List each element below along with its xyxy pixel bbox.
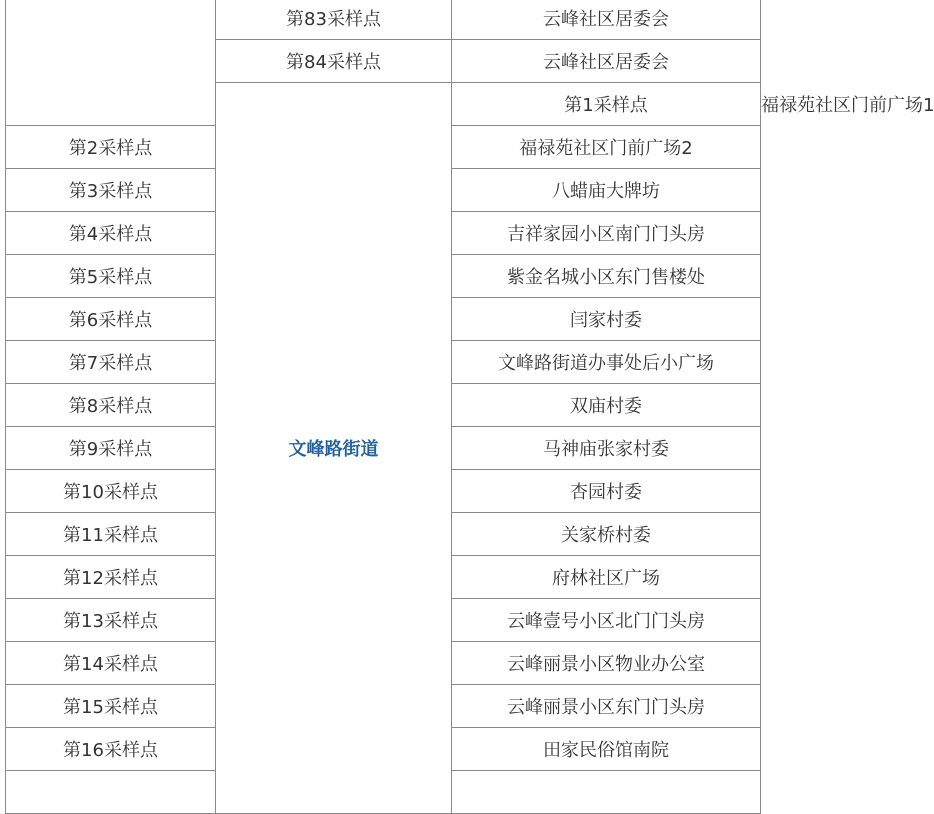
location-cell: 八蜡庙大牌坊 — [452, 169, 761, 212]
sampling-point-cell: 第2采样点 — [6, 126, 216, 169]
location-cell: 杏园村委 — [452, 470, 761, 513]
sampling-point-cell: 第9采样点 — [6, 427, 216, 470]
location-cell: 吉祥家园小区南门门头房 — [452, 212, 761, 255]
location-cell: 闫家村委 — [452, 298, 761, 341]
sampling-point-cell: 第13采样点 — [6, 599, 216, 642]
sampling-point-cell: 第7采样点 — [6, 341, 216, 384]
sampling-point-cell: 第3采样点 — [6, 169, 216, 212]
sampling-point-cell: 第16采样点 — [6, 728, 216, 771]
sampling-point-cell — [6, 771, 216, 814]
table-row — [6, 0, 761, 40]
sampling-point-cell: 第8采样点 — [6, 384, 216, 427]
sampling-point-cell: 第4采样点 — [6, 212, 216, 255]
location-cell: 田家民俗馆南院 — [452, 728, 761, 771]
sampling-point-cell: 第12采样点 — [6, 556, 216, 599]
sampling-point-cell: 第11采样点 — [6, 513, 216, 556]
location-cell: 云峰丽景小区物业办公室 — [452, 642, 761, 685]
location-cell: 云峰社区居委会 — [452, 40, 761, 83]
sampling-point-cell: 第15采样点 — [6, 685, 216, 728]
location-cell: 云峰社区居委会 — [452, 0, 761, 40]
table-row: 文峰路街道 第1采样点 福禄苑社区门前广场1 — [6, 83, 761, 126]
location-cell: 府林社区广场 — [452, 556, 761, 599]
location-cell: 双庙村委 — [452, 384, 761, 427]
location-cell: 马神庙张家村委 — [452, 427, 761, 470]
sampling-points-table — [5, 0, 934, 814]
location-cell — [452, 771, 761, 814]
location-cell: 紫金名城小区东门售楼处 — [452, 255, 761, 298]
sampling-point-cell: 第6采样点 — [6, 298, 216, 341]
sampling-point-cell: 第10采样点 — [6, 470, 216, 513]
prev-street-cell — [6, 0, 216, 126]
location-cell: 文峰路街道办事处后小广场 — [452, 341, 761, 384]
sampling-point-cell: 第83采样点 — [216, 0, 452, 40]
location-cell: 福禄苑社区门前广场2 — [452, 126, 761, 169]
location-cell: 云峰壹号小区北门门头房 — [452, 599, 761, 642]
sampling-point-cell: 第5采样点 — [6, 255, 216, 298]
sampling-point-cell: 第1采样点 — [452, 83, 761, 126]
table-body — [6, 0, 934, 814]
location-cell: 关家桥村委 — [452, 513, 761, 556]
sampling-point-cell: 第84采样点 — [216, 40, 452, 83]
sampling-point-cell: 第14采样点 — [6, 642, 216, 685]
location-cell: 云峰丽景小区东门门头房 — [452, 685, 761, 728]
street-name-cell: 文峰路街道 — [216, 83, 452, 814]
